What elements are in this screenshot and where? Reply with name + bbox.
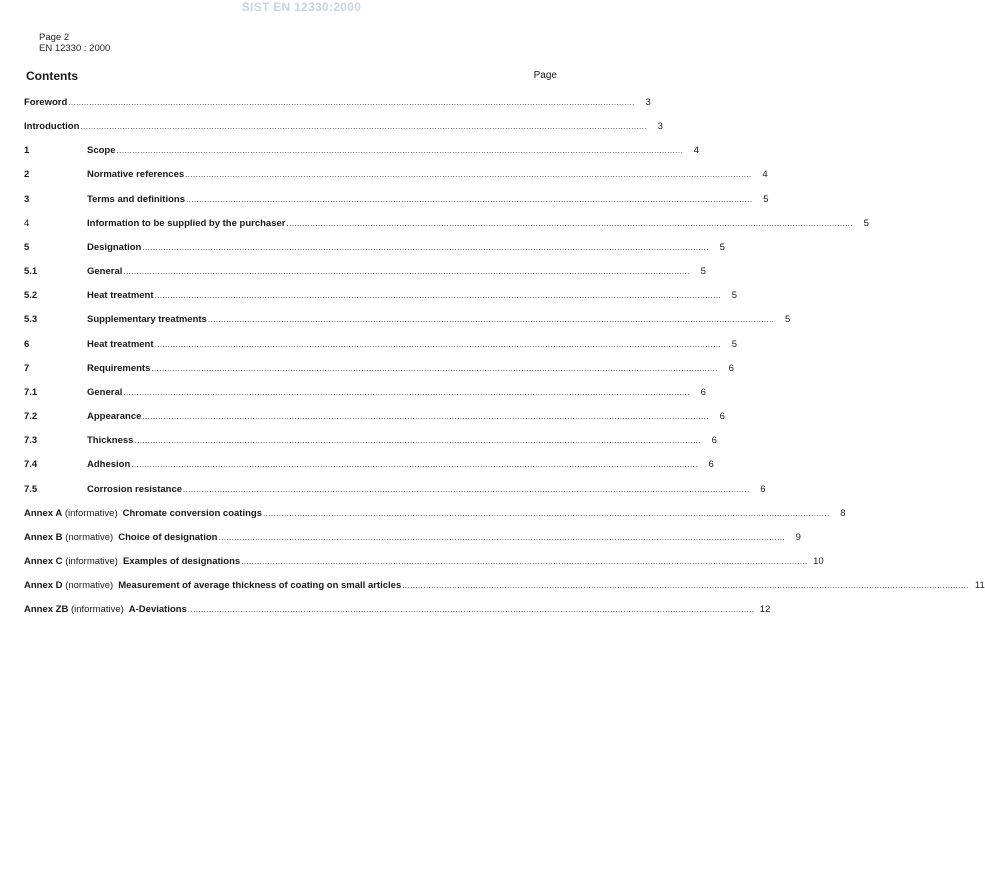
leader-dots: ........................................................................................................................................................................................................................: [218, 533, 785, 542]
toc-entry-5-2[interactable]: [24, 289, 738, 303]
toc-entry-page: 3: [657, 121, 663, 132]
toc-entry-page: 6: [719, 411, 725, 422]
toc-entry-7[interactable]: [24, 362, 734, 376]
toc-annex-c[interactable]: [24, 555, 824, 569]
leader-dots: ........................................................................................................................................................................................................................: [134, 436, 701, 445]
toc-entry-page: 8: [840, 508, 846, 519]
toc-entry-title: General: [87, 266, 123, 277]
annex-type: (normative): [65, 532, 114, 543]
leader-dots: ........................................................................................................................................................................................................................: [186, 195, 753, 204]
toc-entry-title: Heat treatment: [87, 339, 154, 350]
toc-entry-title: Terms and definitions: [87, 194, 186, 205]
toc-entry-title: Introduction: [24, 121, 80, 132]
contents-title: Contents: [26, 69, 78, 83]
toc-annex-zb[interactable]: [24, 603, 771, 617]
toc-entry-title: Appearance: [87, 411, 142, 422]
annex-type: (informative): [70, 604, 124, 615]
toc-entry-page: 12: [759, 604, 771, 615]
toc-entry-page: 3: [645, 97, 651, 108]
leader-dots: ........................................................................................................................................................................................................................: [286, 219, 853, 228]
toc-entry-page: 4: [693, 145, 700, 156]
toc-entry-number: 5.1: [24, 266, 38, 277]
toc-entry-title: Designation: [87, 242, 142, 253]
leader-dots: ........................................................................................................................................................................................................................: [123, 267, 690, 276]
toc-entry-page: 6: [760, 484, 766, 495]
toc-entry-title: Adhesion: [87, 459, 131, 470]
toc-entry-title: Foreword: [24, 97, 68, 108]
toc-entry-number: 5.3: [24, 314, 38, 325]
toc-entry-page: 5: [785, 314, 791, 325]
annex-label: Annex A: [24, 508, 63, 519]
toc-entry-6[interactable]: [24, 338, 738, 352]
toc-entry-title: Requirements: [87, 363, 151, 374]
leader-dots: ........................................................................................................................................................................................................................: [187, 605, 755, 614]
toc-entry-title: Corrosion resistance: [87, 484, 183, 495]
toc-entry-page: 4: [762, 169, 768, 180]
toc-entry-page: 9: [795, 532, 801, 543]
toc-entry-7-3[interactable]: [24, 434, 717, 448]
toc-entry-7-1[interactable]: [24, 386, 706, 400]
annex-type: (informative): [64, 508, 118, 519]
toc-entry-3[interactable]: [24, 193, 769, 207]
leader-dots: ........................................................................................................................................................................................................................: [207, 315, 775, 324]
toc-entry-title: Normative references: [87, 169, 185, 180]
leader-dots: ........................................................................................................................................................................................................................: [142, 243, 709, 252]
page-column-heading: Page: [533, 70, 557, 81]
annex-type: (informative): [65, 556, 118, 567]
toc-entry-title: A-Deviations: [128, 604, 187, 615]
toc-entry-page: 5: [731, 290, 738, 301]
leader-dots: ........................................................................................................................................................................................................................: [263, 509, 830, 518]
toc-entry-page: 5: [863, 218, 869, 229]
toc-entry-page: 5: [731, 339, 738, 350]
toc-entry-number: 7.1: [24, 387, 38, 398]
toc-entry-5[interactable]: [24, 241, 725, 255]
leader-dots: ........................................................................................................................................................................................................................: [131, 460, 698, 469]
toc-entry-foreword[interactable]: [24, 96, 651, 110]
annex-label: Annex ZB: [24, 604, 69, 615]
annex-label: Annex D: [24, 580, 63, 591]
toc-entry-number: 7: [24, 363, 30, 374]
leader-dots: ........................................................................................................................................................................................................................: [151, 364, 718, 373]
toc-entry-7-5[interactable]: [24, 483, 766, 497]
toc-entry-2[interactable]: [24, 168, 768, 182]
watermark: SIST EN 12330:2000: [241, 0, 362, 14]
toc-entry-page: 5: [700, 266, 706, 277]
leader-dots: ........................................................................................................................................................................................................................: [154, 340, 722, 349]
toc-entry-5-1[interactable]: [24, 265, 706, 279]
toc-entry-1[interactable]: [24, 144, 700, 158]
toc-entry-5-3[interactable]: [24, 313, 791, 327]
leader-dots: ........................................................................................................................................................................................................................: [402, 581, 969, 590]
toc-entry-number: 3: [24, 194, 30, 205]
toc-entry-number: 4: [24, 218, 30, 229]
leader-dots: ........................................................................................................................................................................................................................: [185, 170, 752, 179]
leader-dots: ........................................................................................................................................................................................................................: [80, 122, 647, 131]
page-number: Page 2: [39, 32, 70, 43]
annex-label: Annex B: [24, 532, 63, 543]
toc-entry-number: 7.3: [24, 435, 38, 446]
toc-entry-number: 5.2: [24, 290, 38, 301]
toc-entry-number: 5: [24, 242, 30, 253]
leader-dots: ........................................................................................................................................................................................................................: [123, 388, 690, 397]
annex-type: (normative): [65, 580, 114, 591]
leader-dots: ........................................................................................................................................................................................................................: [142, 412, 709, 421]
toc-entry-number: 6: [24, 339, 30, 350]
toc-entry-number: 2: [24, 169, 30, 180]
toc-entry-number: 1: [24, 145, 30, 156]
toc-entry-7-4[interactable]: [24, 458, 714, 472]
toc-entry-title: Examples of designations: [122, 556, 241, 567]
toc-entry-title: Chromate conversion coatings: [122, 508, 262, 519]
toc-entry-4[interactable]: [24, 217, 869, 231]
toc-annex-a[interactable]: [24, 507, 846, 521]
toc-entry-number: 7.5: [24, 484, 38, 495]
toc-annex-d[interactable]: [24, 579, 985, 593]
toc-entry-page: 5: [719, 242, 725, 253]
toc-entry-7-2[interactable]: [24, 410, 725, 424]
toc-entry-number: 7.4: [24, 459, 38, 470]
toc-entry-title: Supplementary treatments: [87, 314, 207, 325]
toc-entry-title: Information to be supplied by the purchaser: [87, 218, 286, 229]
toc-entry-page: 10: [813, 556, 824, 567]
toc-entry-page: 6: [711, 435, 717, 446]
toc-entry-title: Measurement of average thickness of coating on small articles: [118, 580, 402, 591]
toc-entry-page: 6: [708, 459, 714, 470]
leader-dots: ........................................................................................................................................................................................................................: [183, 485, 750, 494]
toc-entry-page: 6: [728, 363, 734, 374]
leader-dots: ........................................................................................................................................................................................................................: [154, 291, 722, 300]
toc-entry-title: Thickness: [87, 435, 134, 446]
toc-entry-page: 6: [700, 387, 706, 398]
toc-entry-title: Scope: [87, 145, 116, 156]
toc-entry-page: 11: [974, 580, 985, 591]
annex-label: Annex C: [24, 556, 63, 567]
toc-entry-introduction[interactable]: [24, 120, 663, 134]
toc-annex-b[interactable]: [24, 531, 801, 545]
leader-dots: ........................................................................................................................................................................................................................: [241, 557, 808, 566]
leader-dots: ........................................................................................................................................................................................................................: [68, 98, 635, 107]
leader-dots: ........................................................................................................................................................................................................................: [116, 146, 684, 155]
toc-entry-page: 5: [763, 194, 769, 205]
document-id: EN 12330 : 2000: [39, 43, 111, 54]
toc-entry-title: General: [87, 387, 123, 398]
toc-entry-number: 7.2: [24, 411, 38, 422]
toc-entry-title: Heat treatment: [87, 290, 154, 301]
toc-entry-title: Choice of designation: [118, 532, 218, 543]
